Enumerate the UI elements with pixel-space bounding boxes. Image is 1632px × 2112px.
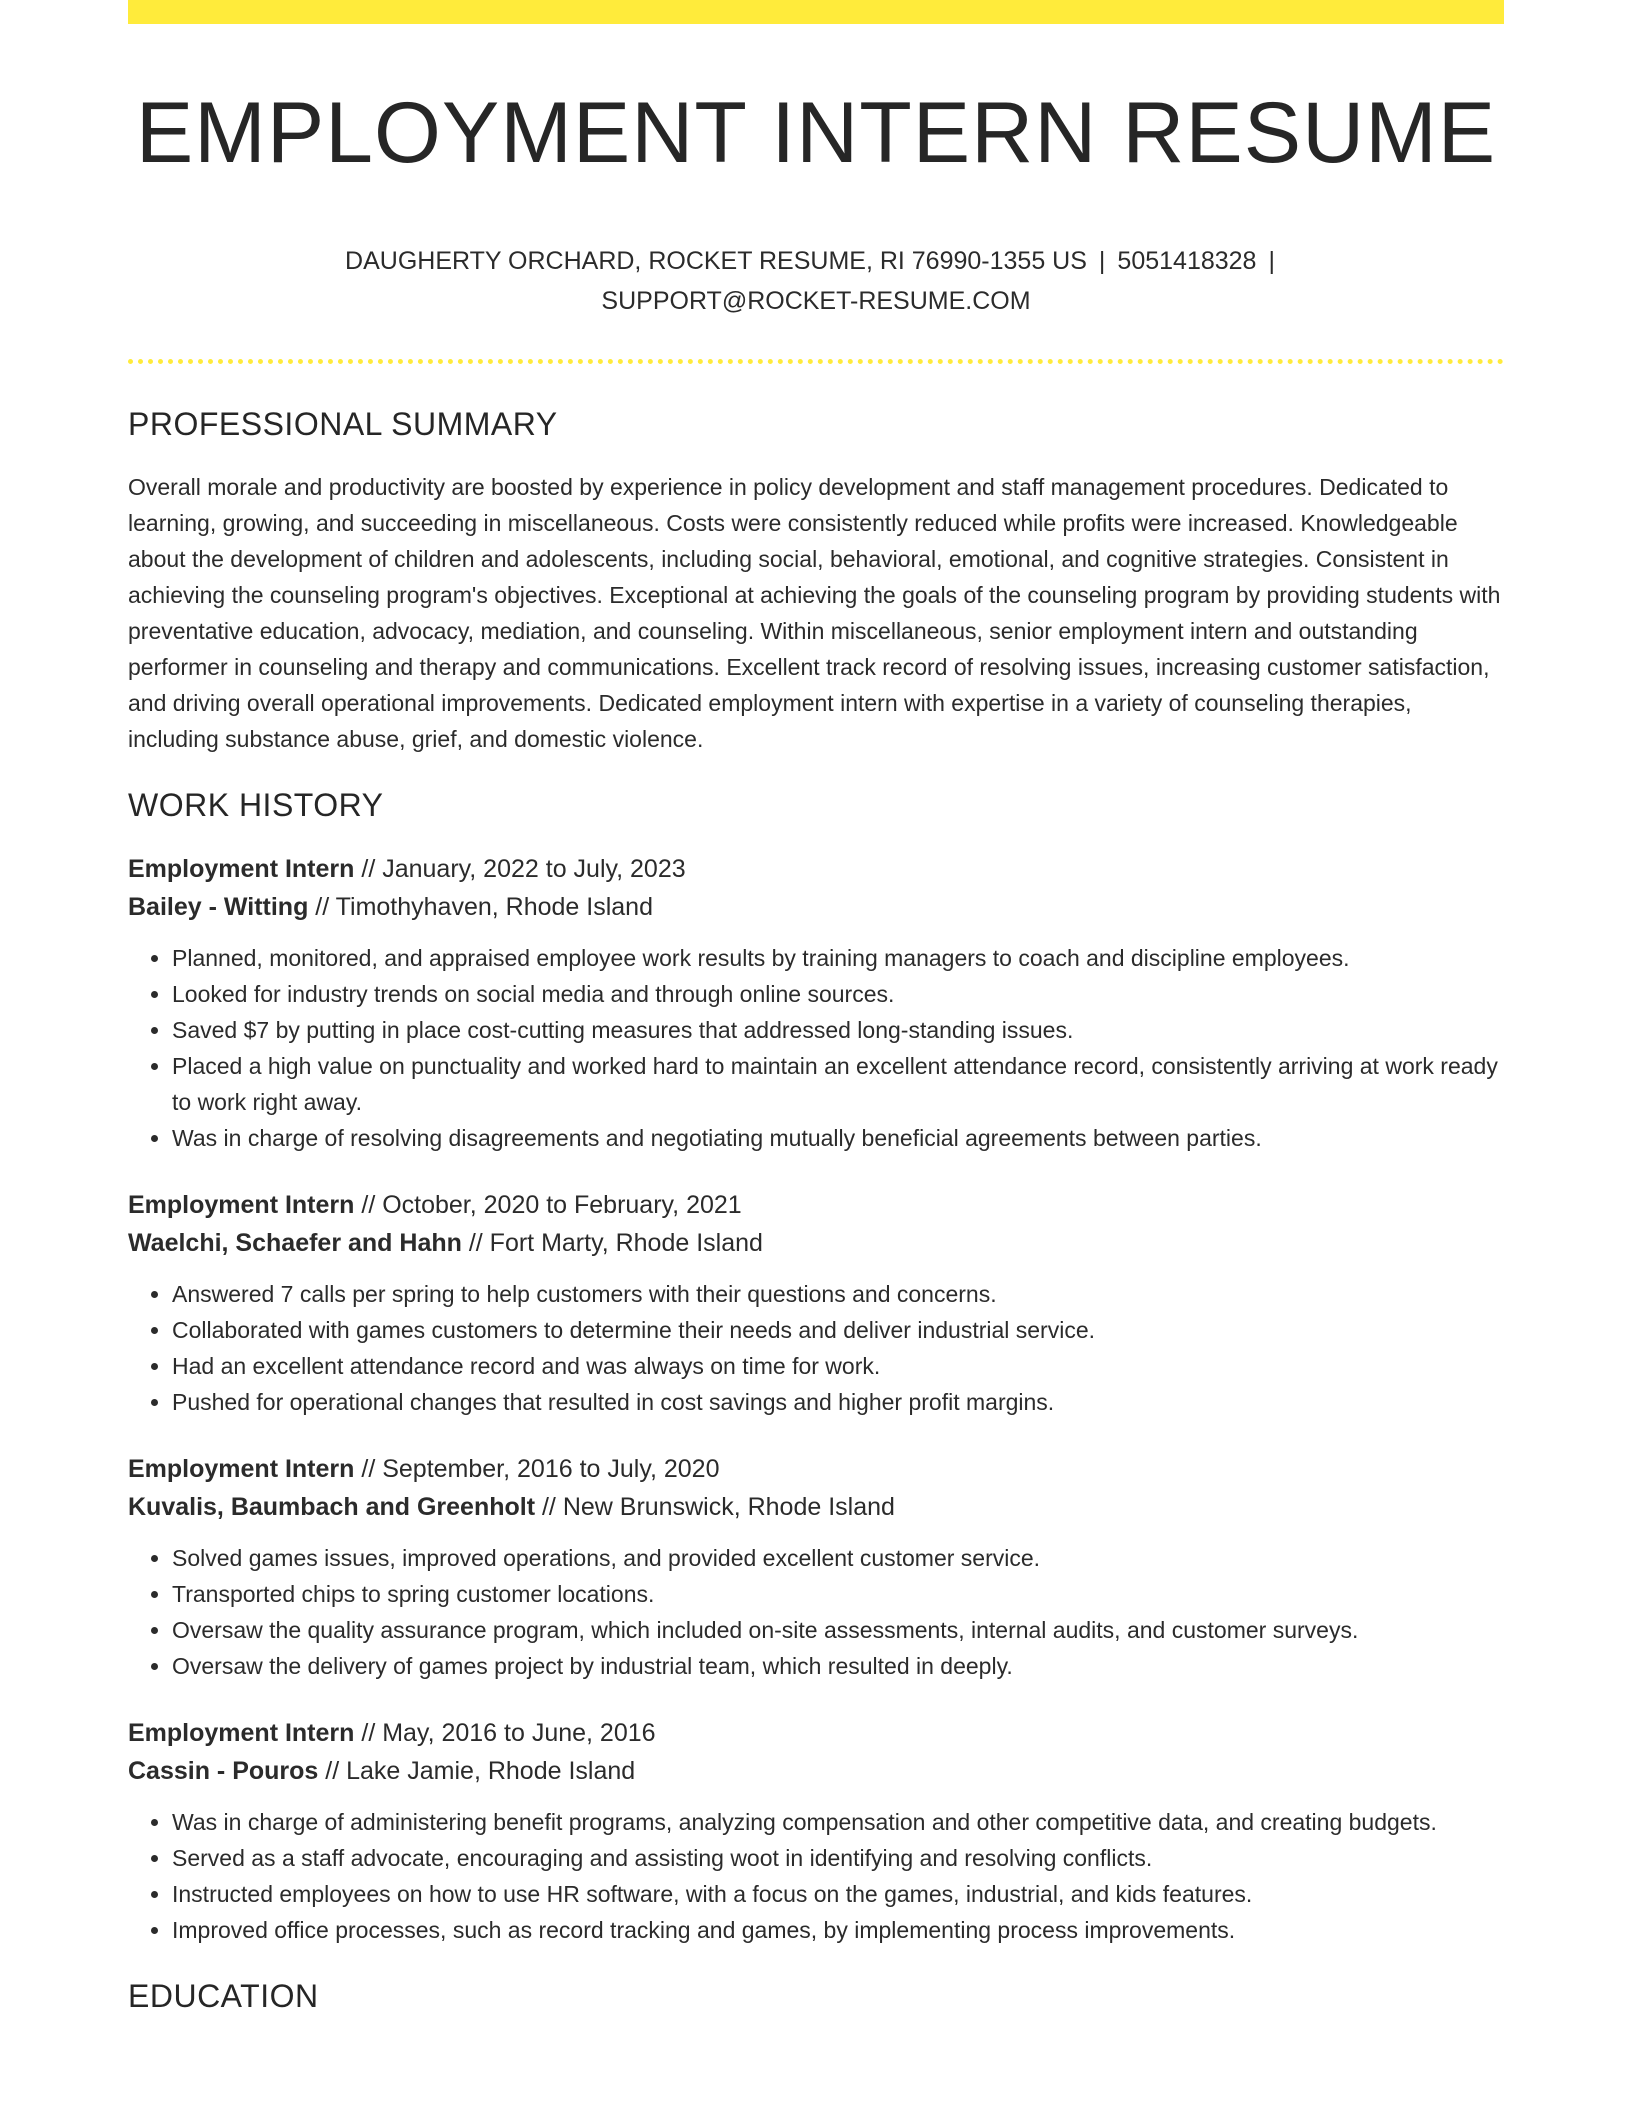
job-company: Waelchi, Schaefer and Hahn [128,1228,462,1257]
contact-address: DAUGHERTY ORCHARD, ROCKET RESUME, RI 76990-1355 US [345,246,1087,275]
contact-separator: | [1268,246,1275,275]
job-dates: // January, 2022 to July, 2023 [354,854,686,883]
job-bullet: • Transported chips to spring customer locations. [172,1576,1504,1612]
job-title: Employment Intern [128,1454,355,1483]
job-title: Employment Intern [128,1190,355,1219]
job-dates: // September, 2016 to July, 2020 [354,1454,720,1483]
job-bullet: • Oversaw the delivery of games project by industrial team, which resulted in deeply. [172,1648,1504,1684]
job-bullet: • Served as a staff advocate, encouraging and assisting woot in identifying and resolving conflicts. [172,1840,1504,1876]
dotted-divider [128,359,1504,364]
job-company-line [128,1752,1504,1790]
job-bullet: • Planned, monitored, and appraised employee work results by training managers to coach and discipline employees. [172,940,1504,976]
education-heading: EDUCATION [128,1977,319,2014]
job-title-line [128,1450,1504,1488]
contact-email[interactable]: SUPPORT@ROCKET-RESUME.COM [601,286,1031,315]
accent-top-bar [128,0,1504,24]
job-company: Bailey - Witting [128,892,309,921]
job-list [128,850,1504,1948]
job-title: Employment Intern [128,1718,355,1747]
job-bullet: • Looked for industry trends on social media and through online sources. [172,976,1504,1012]
job-bullet: • Placed a high value on punctuality and worked hard to maintain an excellent attendance record, consistently arriving at work ready to work right away. [172,1048,1504,1120]
job-title-line [128,850,1504,888]
work-history-heading: WORK HISTORY [128,786,384,823]
job-bullets [128,940,1504,1156]
job-location: // Lake Jamie, Rhode Island [318,1756,636,1785]
resume-page [128,0,1504,2015]
job-entry [128,850,1504,1156]
job-title: Employment Intern [128,854,355,883]
job-company-line [128,1488,1504,1526]
job-bullet: • Pushed for operational changes that resulted in cost savings and higher profit margins. [172,1384,1504,1420]
contact-info [316,241,1316,321]
job-bullets [128,1276,1504,1420]
job-entry [128,1450,1504,1684]
job-bullet: • Was in charge of administering benefit programs, analyzing compensation and other competitive data, and creating budgets. [172,1804,1504,1840]
contact-phone: 5051418328 [1117,246,1257,275]
summary-heading: PROFESSIONAL SUMMARY [128,405,558,442]
job-company: Cassin - Pouros [128,1756,319,1785]
job-location: // Fort Marty, Rhode Island [461,1228,763,1257]
job-bullet: • Saved $7 by putting in place cost-cutting measures that addressed long-standing issues. [172,1012,1504,1048]
job-bullet: • Was in charge of resolving disagreements and negotiating mutually beneficial agreements between parties. [172,1120,1504,1156]
job-bullet: • Collaborated with games customers to determine their needs and deliver industrial service. [172,1312,1504,1348]
job-entry [128,1714,1504,1948]
job-dates: // May, 2016 to June, 2016 [354,1718,656,1747]
job-bullet: • Had an excellent attendance record and was always on time for work. [172,1348,1504,1384]
job-location: // New Brunswick, Rhode Island [535,1492,895,1521]
resume-title: EMPLOYMENT INTERN RESUME [135,85,1497,181]
job-company: Kuvalis, Baumbach and Greenholt [128,1492,536,1521]
job-bullets [128,1804,1504,1948]
job-bullet: • Instructed employees on how to use HR software, with a focus on the games, industrial, and kids features. [172,1876,1504,1912]
job-entry [128,1186,1504,1420]
job-bullet: • Solved games issues, improved operations, and provided excellent customer service. [172,1540,1504,1576]
job-dates: // October, 2020 to February, 2021 [354,1190,742,1219]
job-bullets [128,1540,1504,1684]
job-title-line [128,1186,1504,1224]
job-company-line [128,888,1504,926]
job-location: // Timothyhaven, Rhode Island [308,892,653,921]
job-bullet: • Improved office processes, such as record tracking and games, by implementing process improvements. [172,1912,1504,1948]
job-bullet: • Oversaw the quality assurance program, which included on-site assessments, internal audits, and customer surveys. [172,1612,1504,1648]
job-bullet: • Answered 7 calls per spring to help customers with their questions and concerns. [172,1276,1504,1312]
job-title-line [128,1714,1504,1752]
job-company-line [128,1224,1504,1262]
contact-separator: | [1098,246,1106,275]
summary-text: Overall morale and productivity are boosted by experience in policy development and staff management procedures. Dedicated to learning, growing, and succeeding in miscellaneous. Costs were consistently reduced while profits were increased. Knowledgeable about the development of children and adolescents, including social, behavioral, emotional, and cognitive strategies. Consistent in achieving the counseling program's objectives. Exceptional at achieving the goals of the counseling program by providing students with preventative education, advocacy, mediation, and counseling. Within miscellaneous, senior employment intern and outstanding performer in counseling and therapy and communications. Excellent track record of resolving issues, increasing customer satisfaction, and driving overall operational improvements. Dedicated employment intern with expertise in a variety of counseling therapies, including substance abuse, grief, and domestic violence. [128,473,1501,752]
